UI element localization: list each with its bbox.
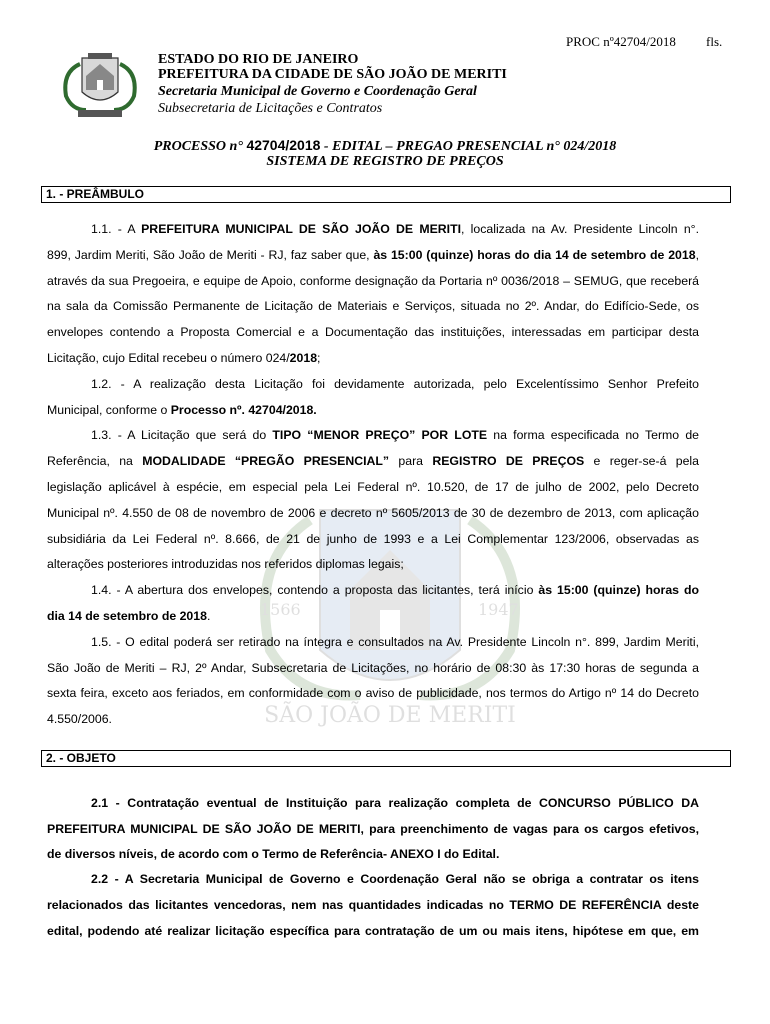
section-1-heading: 1. - PREÂMBULO	[41, 186, 731, 203]
text-line	[47, 660, 699, 676]
text-run: ;	[317, 351, 321, 365]
text-line	[47, 821, 699, 837]
text-run: para	[389, 454, 433, 469]
text-run: edital, podendo até realizar licitação específica para contratação de um ou mais itens, hipótese em que, em	[47, 924, 699, 938]
text-run: e reger-se-á pela	[584, 454, 699, 469]
process-title	[0, 137, 770, 155]
watermark-year-left: 1566	[260, 600, 301, 619]
text-run: às 15:00 (quinze) horas do dia 14 de setembro de 2018	[373, 247, 696, 262]
process-title-edital: 024/2018	[563, 139, 617, 154]
text-run: 4.550/2006.	[47, 712, 112, 727]
text-run: 1.5. - O edital poderá ser retirado na íntegra e consultados na Av. Presidente Lincoln n°. 899, Jardim Meriti,	[91, 634, 699, 649]
text-run: , localizada na Av. Presidente Lincoln n°.	[461, 222, 699, 236]
text-line	[91, 634, 699, 650]
text-line	[47, 711, 699, 727]
text-run: Municipal, conforme o	[47, 402, 171, 417]
city-crest-icon	[52, 52, 148, 122]
process-title-middle: - EDITAL – PREGAO PRESENCIAL n°	[320, 139, 564, 154]
text-run: às 15:00 (quinze) horas do	[538, 583, 699, 598]
text-run: TIPO “MENOR PREÇO” POR LOTE	[272, 428, 488, 443]
text-run: 1.3. - A Licitação que será do	[91, 428, 273, 443]
text-run: na sala da Comissão Permanente de Licitação de Materiais e Serviços, situada no 2º. Andar, do Edifício-Sede, os	[47, 299, 699, 314]
text-run: PREFEITURA MUNICIPAL DE SÃO JOÃO DE MERITI	[141, 222, 462, 236]
text-line	[91, 376, 699, 392]
text-run: Referência, na	[47, 454, 143, 469]
header-subsecretariat: Subsecretaria de Licitações e Contratos	[158, 101, 383, 116]
sheets-label: fls.	[706, 34, 723, 49]
text-line	[47, 350, 699, 366]
text-run: 1.1. - A	[91, 222, 142, 236]
text-line	[47, 685, 699, 701]
header-secretariat: Secretaria Municipal de Governo e Coordenação Geral	[158, 84, 477, 99]
text-line	[47, 923, 699, 939]
text-run: MODALIDADE “PREGÃO PRESENCIAL”	[142, 454, 390, 469]
text-line	[47, 298, 699, 314]
text-line	[47, 402, 699, 418]
text-run: Processo nº. 42704/2018.	[170, 402, 317, 417]
process-subtitle: SISTEMA DE REGISTRO DE PREÇOS	[266, 154, 504, 169]
section-2-heading: 2. - OBJETO	[41, 750, 731, 767]
text-line	[91, 795, 699, 811]
text-run: envelopes contendo a Proposta Comercial e a Documentação das instituições, interessadas em participar desta	[47, 325, 699, 340]
text-line	[47, 897, 699, 913]
text-run: 2.1 - Contratação eventual de Instituição para realização completa de CONCURSO PÚBLICO DA	[91, 796, 699, 810]
text-line	[91, 871, 699, 887]
text-run: 1.4. - A abertura dos envelopes, contendo a proposta das licitantes, terá início	[91, 583, 539, 598]
text-run: São João de Meriti – RJ, 2º Andar, Subsecretaria de Licitações, no horário de 08:30 às 17:30 horas de segunda a	[47, 660, 699, 675]
text-run: Municipal nº. 4.550 de 08 de novembro de 2006 e decreto nº 5605/2013 de 30 de dezembro de 2013, com aplicação	[47, 505, 699, 520]
text-run: relacionados das licitantes vencedoras, nem nas quantidades indicadas no TERMO DE REFERÊNCIA deste	[47, 898, 699, 912]
text-line	[47, 846, 699, 862]
watermark-year-right: 1947	[478, 600, 519, 619]
text-run: Licitação, cujo Edital recebeu o número 024/	[47, 351, 290, 365]
text-run: de diversos níveis, de acordo com o Termo de Referência- ANEXO I do Edital.	[47, 847, 500, 861]
text-run: na forma especificada no Termo de	[487, 428, 699, 443]
process-title-number: 42704/2018	[246, 137, 321, 153]
text-run: ,	[695, 247, 699, 262]
watermark-motto: SÃO JOÃO DE MERITI	[264, 703, 516, 728]
process-title-prefix: PROCESSO n°	[153, 139, 247, 154]
text-run: 2018	[289, 351, 318, 365]
text-line	[47, 531, 699, 547]
text-run: alterações posteriores introduzidas nos referidos diplomas legais;	[47, 557, 404, 572]
header-city-hall: PREFEITURA DA CIDADE DE SÃO JOÃO DE MERITI	[158, 67, 507, 82]
text-run: 899, Jardim Meriti, São João de Meriti - RJ, faz saber que,	[47, 247, 374, 262]
text-run: sexta feira, exceto aos feriados, em conformidade com o aviso de publicidade, nos termos do Artigo nº 14 do Decreto	[47, 686, 699, 701]
text-line	[47, 247, 699, 263]
text-line	[47, 273, 699, 289]
text-line	[47, 453, 699, 469]
text-run: 1.2. - A realização desta Licitação foi devidamente autorizada, pelo Excelentíssimo Senhor Prefeito	[91, 376, 699, 391]
text-run: .	[206, 609, 211, 623]
header-state: ESTADO DO RIO DE JANEIRO	[158, 52, 359, 67]
text-line	[91, 221, 699, 237]
text-run: dia 14 de setembro de 2018	[47, 609, 207, 623]
text-line	[47, 556, 699, 572]
text-run: através da sua Pregoeira, e equipe de Apoio, conforme designação da Portaria nº 0036/2018 – SEMUG, que receberá	[47, 273, 699, 288]
text-line	[47, 608, 699, 624]
text-run: legislação aplicável à espécie, em especial pela Lei Federal nº. 10.520, de 17 de julho de 2002, pelo Decreto	[47, 480, 699, 494]
process-number: PROC nº42704/2018	[566, 34, 676, 49]
text-line	[91, 582, 699, 598]
text-line	[47, 479, 699, 495]
text-run: subsidiária da Lei Federal nº. 8.666, de 21 de junho de 1993 e a Lei Complementar 123/2006, observadas as	[47, 531, 699, 546]
text-run: PREFEITURA MUNICIPAL DE SÃO JOÃO DE MERITI, para preenchimento de vagas para os cargos efetivos,	[47, 822, 699, 836]
text-line	[47, 505, 699, 521]
text-line	[47, 324, 699, 340]
text-run: REGISTRO DE PREÇOS	[432, 454, 585, 469]
text-line	[91, 427, 699, 443]
text-run: 2.2 - A Secretaria Municipal de Governo e Coordenação Geral não se obriga a contratar os itens	[91, 872, 699, 886]
